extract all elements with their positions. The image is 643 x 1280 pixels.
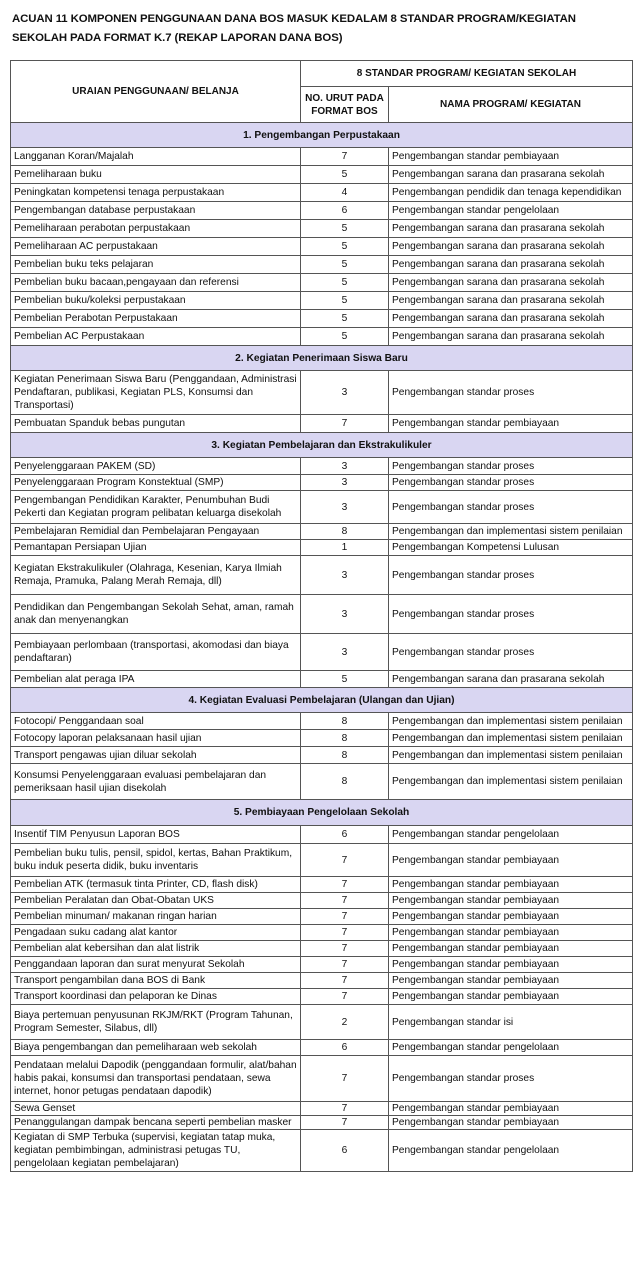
row-number: 7 [301,893,389,909]
row-description: Pendidikan dan Pengembangan Sekolah Sehat, aman, ramah anak dan menyenangkan [11,595,301,634]
row-program: Pengembangan standar proses [389,458,633,475]
table-row [11,634,633,671]
row-program: Pengembangan sarana dan prasarana sekolah [389,671,633,688]
row-program: Pengembangan standar pembiayaan [389,925,633,941]
row-number: 5 [301,328,389,346]
row-description: Pembiayaan perlombaan (transportasi, akomodasi dan biaya pendaftaran) [11,634,301,671]
row-program: Pengembangan standar isi [389,1005,633,1040]
row-description: Pembelajaran Remidial dan Pembelajaran Pengayaan [11,524,301,540]
table-row [11,941,633,957]
row-program: Pengembangan sarana dan prasarana sekolah [389,238,633,256]
table-row [11,957,633,973]
row-program: Pengembangan standar proses [389,595,633,634]
row-description: Biaya pengembangan dan pemeliharaan web sekolah [11,1040,301,1056]
row-program: Pengembangan standar proses [389,491,633,524]
row-program: Pengembangan standar pengelolaan [389,1040,633,1056]
row-description: Pembelian alat kebersihan dan alat listrik [11,941,301,957]
row-program: Pengembangan standar pembiayaan [389,1116,633,1130]
row-number: 6 [301,1040,389,1056]
table-row [11,893,633,909]
row-description: Transport pengambilan dana BOS di Bank [11,973,301,989]
row-number: 3 [301,475,389,491]
row-description: Pembelian buku teks pelajaran [11,256,301,274]
table-row [11,844,633,877]
table-row [11,730,633,747]
row-number: 5 [301,238,389,256]
table-row [11,328,633,346]
table-row [11,238,633,256]
header-standar: 8 STANDAR PROGRAM/ KEGIATAN SEKOLAH [301,61,633,87]
row-program: Pengembangan Kompetensi Lulusan [389,540,633,556]
row-description: Langganan Koran/Majalah [11,148,301,166]
table-row [11,415,633,433]
row-description: Pembelian buku bacaan,pengayaan dan referensi [11,274,301,292]
table-row [11,166,633,184]
table-row [11,458,633,475]
row-description: Kegiatan Penerimaan Siswa Baru (Penggandaan, Administrasi Pendaftaran, publikasi, Kegiatan PLS, Konsumsi dan Transportasi) [11,371,301,415]
section-header [11,433,633,458]
row-description: Pengadaan suku cadang alat kantor [11,925,301,941]
row-number: 4 [301,184,389,202]
row-number: 5 [301,166,389,184]
row-program: Pengembangan dan implementasi sistem penilaian [389,713,633,730]
table-row [11,274,633,292]
row-description: Pembelian buku/koleksi perpustakaan [11,292,301,310]
row-program: Pengembangan standar pembiayaan [389,1102,633,1116]
row-description: Fotocopi/ Penggandaan soal [11,713,301,730]
row-description: Pembelian Peralatan dan Obat-Obatan UKS [11,893,301,909]
row-number: 8 [301,747,389,764]
section-header [11,688,633,713]
row-number: 3 [301,458,389,475]
row-description: Transport koordinasi dan pelaporan ke Dinas [11,989,301,1005]
row-description: Transport pengawas ujian diluar sekolah [11,747,301,764]
row-description: Kegiatan di SMP Terbuka (supervisi, kegiatan tatap muka, kegiatan pembimbingan, administrasi petugas TU, pengelolaan kegiatan pembelajaran) [11,1130,301,1172]
row-number: 7 [301,148,389,166]
row-number: 7 [301,1056,389,1102]
row-number: 5 [301,220,389,238]
table-row [11,764,633,800]
row-description: Pembelian alat peraga IPA [11,671,301,688]
row-description: Penyelenggaraan Program Konstektual (SMP) [11,475,301,491]
row-program: Pengembangan standar proses [389,1056,633,1102]
section-header [11,346,633,371]
table-row [11,556,633,595]
table-row [11,491,633,524]
table-row [11,292,633,310]
row-program: Pengembangan sarana dan prasarana sekolah [389,328,633,346]
row-program: Pengembangan dan implementasi sistem penilaian [389,747,633,764]
row-number: 8 [301,524,389,540]
table-row [11,925,633,941]
row-number: 8 [301,764,389,800]
row-program: Pengembangan standar pembiayaan [389,941,633,957]
table-row [11,475,633,491]
row-description: Konsumsi Penyelenggaraan evaluasi pembelajaran dan pemeriksaan hasil ujian disekolah [11,764,301,800]
row-program: Pengembangan sarana dan prasarana sekolah [389,220,633,238]
row-program: Pengembangan standar pembiayaan [389,973,633,989]
section-header [11,123,633,148]
row-number: 7 [301,957,389,973]
table-row [11,184,633,202]
row-description: Pembelian minuman/ makanan ringan harian [11,909,301,925]
table-row [11,713,633,730]
row-program: Pengembangan standar proses [389,634,633,671]
row-program: Pengembangan standar proses [389,371,633,415]
table-row [11,1005,633,1040]
row-description: Insentif TIM Penyusun Laporan BOS [11,826,301,844]
row-number: 3 [301,634,389,671]
header-uraian: URAIAN PENGGUNAAN/ BELANJA [11,61,301,123]
row-number: 3 [301,371,389,415]
row-number: 7 [301,989,389,1005]
table-body [11,123,633,1172]
section-title: 2. Kegiatan Penerimaan Siswa Baru [11,346,633,371]
table-row [11,1116,633,1130]
table-row [11,747,633,764]
table-row [11,909,633,925]
row-description: Pembuatan Spanduk bebas pungutan [11,415,301,433]
row-description: Pemeliharaan perabotan perpustakaan [11,220,301,238]
row-program: Pengembangan standar proses [389,475,633,491]
row-program: Pengembangan sarana dan prasarana sekolah [389,292,633,310]
table-row [11,1040,633,1056]
rekap-table [10,60,633,1172]
row-program: Pengembangan standar proses [389,556,633,595]
section-title: 1. Pengembangan Perpustakaan [11,123,633,148]
table-row [11,256,633,274]
section-title: 5. Pembiayaan Pengelolaan Sekolah [11,800,633,826]
row-program: Pengembangan sarana dan prasarana sekolah [389,256,633,274]
row-program: Pengembangan sarana dan prasarana sekolah [389,166,633,184]
row-program: Pengembangan standar pembiayaan [389,415,633,433]
row-description: Penyelenggaraan PAKEM (SD) [11,458,301,475]
row-number: 5 [301,292,389,310]
row-number: 3 [301,491,389,524]
row-program: Pengembangan pendidik dan tenaga kependidikan [389,184,633,202]
table-row [11,371,633,415]
row-number: 3 [301,556,389,595]
table-row [11,877,633,893]
table-row [11,1056,633,1102]
row-program: Pengembangan sarana dan prasarana sekolah [389,274,633,292]
row-program: Pengembangan standar pengelolaan [389,202,633,220]
row-program: Pengembangan standar pembiayaan [389,893,633,909]
row-description: Peningkatan kompetensi tenaga perpustakaan [11,184,301,202]
row-number: 7 [301,415,389,433]
row-description: Pengembangan Pendidikan Karakter, Penumbuhan Budi Pekerti dan Kegiatan program pelibatan keluarga disekolah [11,491,301,524]
row-number: 7 [301,844,389,877]
table-row [11,671,633,688]
row-description: Kegiatan Ekstrakulikuler (Olahraga, Kesenian, Karya Ilmiah Remaja, Pramuka, Palang Merah Remaja, dll) [11,556,301,595]
row-description: Pembelian ATK (termasuk tinta Printer, CD, flash disk) [11,877,301,893]
row-number: 2 [301,1005,389,1040]
table-row [11,989,633,1005]
row-number: 8 [301,730,389,747]
row-description: Pembelian buku tulis, pensil, spidol, kertas, Bahan Praktikum, buku induk peserta didik, buku inventaris [11,844,301,877]
row-number: 5 [301,256,389,274]
row-program: Pengembangan standar pembiayaan [389,989,633,1005]
row-program: Pengembangan standar pembiayaan [389,148,633,166]
row-number: 6 [301,202,389,220]
row-number: 1 [301,540,389,556]
row-description: Pembelian AC Perpustakaan [11,328,301,346]
header-nama-program: NAMA PROGRAM/ KEGIATAN [389,87,633,123]
table-row [11,1130,633,1172]
row-program: Pengembangan standar pengelolaan [389,826,633,844]
row-description: Pendataan melalui Dapodik (penggandaan formulir, alat/bahan habis pakai, konsumsi dan transportasi pendataan, sewa internet, honor petugas pendataan dapodik) [11,1056,301,1102]
row-program: Pengembangan dan implementasi sistem penilaian [389,764,633,800]
table-row [11,540,633,556]
section-title: 4. Kegiatan Evaluasi Pembelajaran (Ulangan dan Ujian) [11,688,633,713]
row-program: Pengembangan standar pembiayaan [389,877,633,893]
row-program: Pengembangan standar pembiayaan [389,909,633,925]
row-number: 7 [301,877,389,893]
table-row [11,310,633,328]
row-description: Pemeliharaan buku [11,166,301,184]
row-number: 6 [301,1130,389,1172]
row-description: Biaya pertemuan penyusunan RKJM/RKT (Program Tahunan, Program Semester, Silabus, dll) [11,1005,301,1040]
row-number: 7 [301,925,389,941]
row-program: Pengembangan standar pembiayaan [389,957,633,973]
row-number: 5 [301,310,389,328]
row-number: 7 [301,1116,389,1130]
row-number: 7 [301,909,389,925]
row-number: 6 [301,826,389,844]
row-program: Pengembangan dan implementasi sistem penilaian [389,524,633,540]
row-program: Pengembangan sarana dan prasarana sekolah [389,310,633,328]
row-description: Sewa Genset [11,1102,301,1116]
row-number: 5 [301,274,389,292]
row-description: Penanggulangan dampak bencana seperti pembelian masker [11,1116,301,1130]
table-row [11,202,633,220]
row-number: 3 [301,595,389,634]
table-row [11,220,633,238]
row-program: Pengembangan standar pembiayaan [389,844,633,877]
table-row [11,973,633,989]
table-row [11,1102,633,1116]
row-number: 7 [301,1102,389,1116]
row-description: Pembelian Perabotan Perpustakaan [11,310,301,328]
row-number: 7 [301,973,389,989]
table-row [11,148,633,166]
row-description: Penggandaan laporan dan surat menyurat Sekolah [11,957,301,973]
row-program: Pengembangan dan implementasi sistem penilaian [389,730,633,747]
row-number: 5 [301,671,389,688]
table-row [11,595,633,634]
row-description: Fotocopy laporan pelaksanaan hasil ujian [11,730,301,747]
section-title: 3. Kegiatan Pembelajaran dan Ekstrakulikuler [11,433,633,458]
row-program: Pengembangan standar pengelolaan [389,1130,633,1172]
table-row [11,524,633,540]
document-title: ACUAN 11 KOMPONEN PENGGUNAAN DANA BOS MASUK KEDALAM 8 STANDAR PROGRAM/KEGIATAN SEKOLAH PADA FORMAT K.7 (REKAP LAPORAN DANA BOS) [12,13,576,44]
section-header [11,800,633,826]
header-no-urut: NO. URUT PADA FORMAT BOS [301,87,389,123]
row-number: 8 [301,713,389,730]
table-row [11,826,633,844]
row-description: Pemantapan Persiapan Ujian [11,540,301,556]
row-description: Pengembangan database perpustakaan [11,202,301,220]
row-description: Pemeliharaan AC perpustakaan [11,238,301,256]
row-number: 7 [301,941,389,957]
